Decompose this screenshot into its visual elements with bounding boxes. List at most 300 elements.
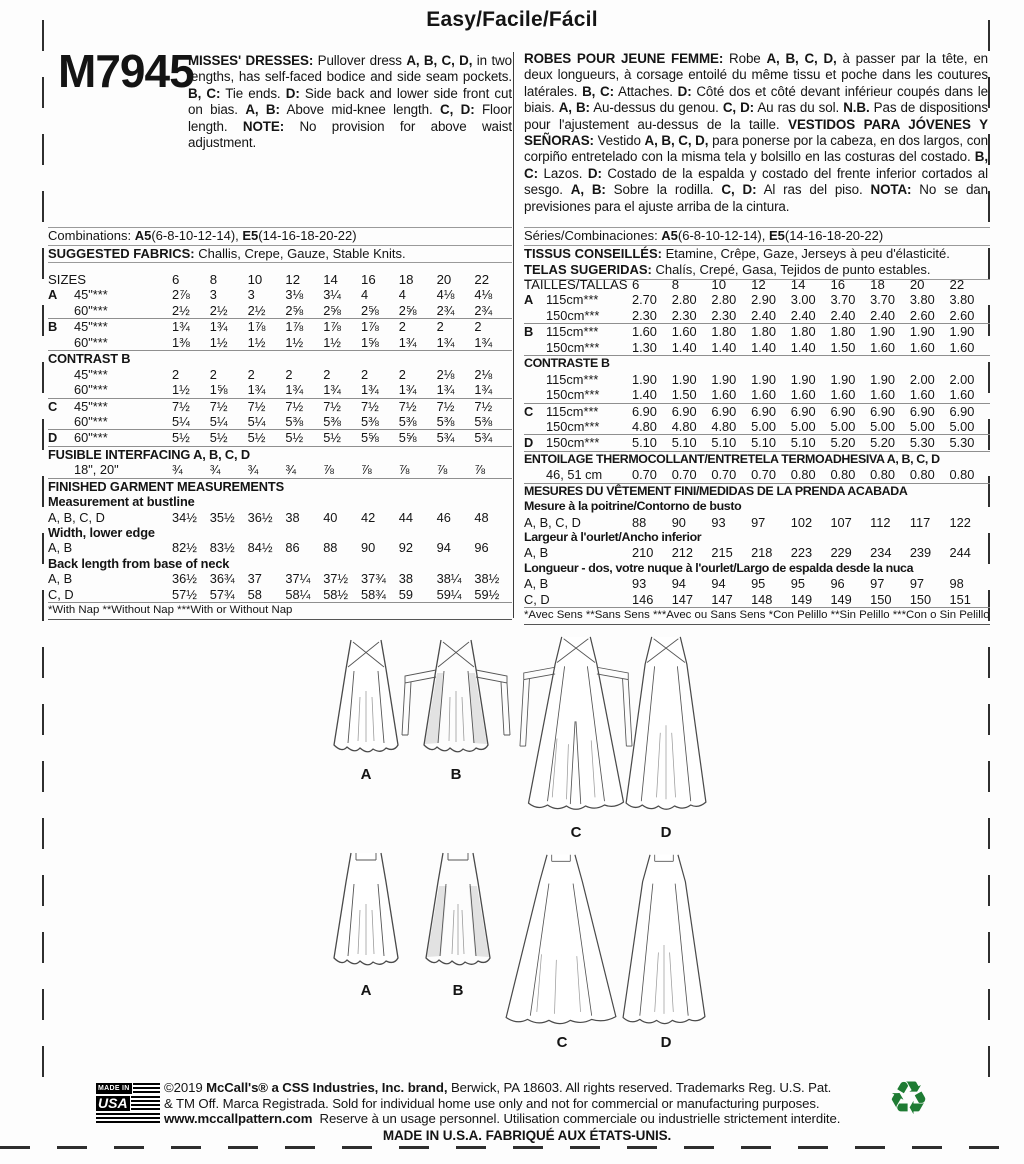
table-cell: B: [524, 324, 534, 340]
table-cell: CONTRASTE B: [524, 356, 610, 371]
table-cell: 7½: [398, 398, 417, 414]
table-cell: FINISHED GARMENT MEASUREMENTS: [48, 478, 284, 494]
table-cell: 46, 51 cm: [546, 467, 603, 483]
registration-mark: [42, 362, 44, 393]
table-cell: 2½: [209, 302, 228, 318]
table-cell: 4.80: [711, 418, 737, 434]
table-cell: 93: [632, 576, 647, 592]
description-french: ROBES POUR JEUNE FEMME: Robe A, B, C, D, à passer par la tête, en deux longueurs, à corsage entoilé du même tissu et poche dans les coutures latérales. B, C: Attaches. D: Côté dos et côté devant inférieur coupés dans le biais. A, B: Au-dessus du genou. C, D: Au ras du sol. N.B. Pas de dispositions pour l'ajustement au-dessus de la taille.: [524, 51, 989, 132]
table-cell: 1⅞: [285, 319, 304, 335]
table-cell: 4⅛: [474, 287, 493, 303]
table-cell: 5.00: [870, 418, 896, 434]
table-cell: 150cm***: [546, 307, 600, 323]
table-cell: 3¼: [323, 287, 341, 303]
table-cell: 6.90: [671, 403, 697, 419]
table-cell: C: [48, 398, 58, 414]
table-cell: A, B: [48, 571, 73, 587]
table-cell: FUSIBLE INTERFACING A, B, C, D: [48, 446, 250, 462]
table-cell: 8: [671, 277, 680, 292]
table-cell: ⅞: [360, 462, 372, 478]
table-cell: 5.00: [909, 418, 935, 434]
table-cell: 93: [711, 514, 726, 530]
table-cell: 58¾: [360, 586, 386, 602]
made-in-usa-logo: [96, 1083, 160, 1129]
table-cell: 36½: [247, 509, 273, 525]
table-cell: 5.10: [632, 435, 657, 451]
table-cell: 45"***: [74, 319, 108, 335]
table-cell: SIZES: [48, 272, 87, 287]
table-cell: 0.70: [711, 467, 737, 483]
table-cell: 20: [436, 272, 452, 287]
table-cell: 0.80: [790, 467, 816, 483]
table-cell: 2¾: [474, 302, 493, 318]
table-cell: 5.00: [949, 418, 975, 434]
table-cell: 1.60: [870, 387, 896, 403]
table-row: [48, 272, 512, 287]
table-cell: 5.00: [790, 418, 816, 434]
table-cell: 5¼: [247, 413, 266, 429]
table-cell: 1½: [247, 334, 266, 350]
table-cell: 107: [830, 514, 852, 530]
usa-logo-bottom-text: USA: [98, 1095, 128, 1111]
table-cell: 1⅞: [247, 319, 266, 335]
table-cell: 60"***: [74, 382, 108, 398]
table-cell: 37¾: [360, 571, 386, 587]
table-cell: 83½: [209, 540, 235, 556]
table-cell: MESURES DU VÊTEMENT FINI/MEDIDAS DE LA PRENDA ACABADA: [524, 483, 908, 498]
table-cell: 150: [870, 591, 892, 607]
registration-mark: [988, 647, 990, 678]
table-cell: 1.60: [751, 387, 776, 403]
dress-b-front-illustration: [420, 850, 496, 980]
table-cell: ¾: [247, 462, 259, 478]
registration-mark: [988, 818, 990, 849]
table-cell: 1.90: [790, 371, 816, 387]
table-cell: 1.60: [909, 387, 935, 403]
table-cell: 2.40: [830, 307, 856, 323]
table-cell: D: [524, 435, 534, 451]
table-cell: 2: [172, 366, 180, 382]
registration-mark: [42, 248, 44, 279]
table-row: [48, 318, 512, 334]
table-row: [524, 467, 990, 482]
table-cell: ¾: [285, 462, 297, 478]
table-cell: 2⅝: [360, 302, 379, 318]
view-label-d-back: D: [660, 824, 672, 841]
table-cell: 229: [830, 545, 852, 561]
copyright-line-1: ©2019 McCall's® a CSS Industries, Inc. brand, Berwick, PA 18603. All rights reserved. Trademarks Reg. U.S. Pat.: [164, 1080, 832, 1095]
table-cell: 2: [474, 319, 482, 335]
table-cell: 3.80: [909, 292, 935, 308]
table-cell: 115cm***: [546, 324, 599, 340]
table-cell: 22: [474, 272, 490, 287]
table-cell: 1¾: [474, 334, 493, 350]
table-cell: 115cm***: [546, 403, 599, 419]
table-cell: 0.80: [949, 467, 975, 483]
table-cell: 7½: [285, 398, 304, 414]
table-cell: 2: [323, 366, 331, 382]
table-cell: 82½: [172, 540, 197, 556]
table-cell: 7½: [172, 398, 190, 414]
table-cell: 45"***: [74, 366, 108, 382]
usa-logo-stripes: [131, 1096, 160, 1111]
table-cell: 14: [323, 272, 338, 287]
table-cell: ⅞: [398, 462, 410, 478]
table-cell: 1.60: [830, 387, 856, 403]
table-row: [524, 434, 990, 450]
table-section-header: [48, 350, 512, 366]
table-cell: 1.80: [790, 324, 816, 340]
table-cell: 1.40: [711, 339, 737, 355]
table-row: [524, 515, 990, 530]
table-cell: A, B: [524, 545, 549, 561]
table-cell: 1⅝: [360, 334, 379, 350]
table-cell: 1.60: [870, 339, 896, 355]
table-row: [524, 592, 990, 607]
table-cell: 150: [909, 591, 932, 607]
table-cell: 8: [209, 272, 218, 287]
table-cell: 2.90: [751, 292, 776, 308]
copyright-line-2: & TM Off. Marca Registrada. Sold for individual home use only and not for commercial or manufacturing purposes.: [164, 1095, 820, 1111]
table-cell: 6.90: [909, 403, 935, 419]
table-cell: 4: [398, 287, 406, 303]
table-cell: 60"***: [74, 302, 108, 318]
registration-mark: [42, 533, 44, 564]
table-cell: 5¼: [172, 413, 190, 429]
table-cell: 2: [247, 366, 255, 382]
table-cell: 5½: [209, 430, 228, 446]
table-cell: 1.90: [870, 324, 896, 340]
table-cell: 7½: [436, 398, 455, 414]
table-cell: 0.70: [632, 467, 657, 483]
table-row: [524, 372, 990, 387]
table-cell: 5⅜: [398, 413, 417, 429]
registration-mark: [42, 476, 44, 507]
table-cell: 3⅛: [285, 287, 304, 303]
table-cell: 58¼: [285, 586, 311, 602]
dress-a-front-illustration: [328, 850, 404, 980]
table-cell: ¾: [172, 462, 183, 478]
table-cell: 20: [909, 277, 925, 292]
table-cell: 5.10: [790, 435, 816, 451]
registration-mark: [42, 134, 44, 165]
table-cell: 4: [360, 287, 369, 303]
table-cell: 7½: [209, 398, 228, 414]
table-cell: 239: [909, 545, 932, 561]
table-row: [524, 387, 990, 402]
description-foreign: [524, 51, 988, 215]
table-cell: 4.80: [671, 418, 697, 434]
table-cell: 45"***: [74, 287, 108, 303]
table-cell: 2.60: [949, 307, 975, 323]
yardage-table-metric: [524, 277, 990, 625]
registration-mark: [988, 875, 990, 906]
table-row: [48, 398, 512, 414]
table-cell: 5⅝: [398, 430, 417, 446]
table-cell: A, B: [524, 576, 549, 592]
table-row: [48, 540, 512, 555]
table-cell: Measurement at bustline: [48, 494, 195, 510]
usa-logo-top-text: MADE IN: [98, 1085, 130, 1092]
dress-c-front-illustration: [496, 852, 626, 1038]
table-cell: 223: [790, 545, 813, 561]
table-cell: 147: [671, 591, 694, 607]
table-cell: 16: [360, 272, 376, 287]
table-cell: 14: [790, 277, 806, 292]
table-cell: 5.20: [830, 435, 856, 451]
table-section-header: [48, 556, 512, 571]
view-label-b-back: B: [450, 766, 462, 783]
table-cell: 2⅛: [474, 366, 493, 382]
table-row: [48, 510, 512, 525]
table-cell: 102: [790, 514, 813, 530]
table-cell: 96: [830, 576, 845, 592]
table-row: [524, 292, 990, 307]
registration-mark: [988, 1046, 990, 1077]
suggested-fabrics-line: SUGGESTED FABRICS: Challis, Crepe, Gauze, Stable Knits.: [48, 246, 512, 264]
table-cell: 46: [436, 509, 451, 525]
table-section-header: [48, 446, 512, 462]
table-cell: 115cm***: [546, 371, 599, 387]
table-cell: 1¾: [323, 382, 341, 398]
table-cell: 92: [398, 540, 414, 556]
table-cell: 1¾: [247, 382, 266, 398]
view-label-d-front: D: [660, 1034, 672, 1051]
table-cell: 1.60: [671, 324, 697, 340]
table-cell: 5½: [323, 430, 341, 446]
table-cell: 2.00: [909, 371, 935, 387]
table-cell: D: [48, 430, 58, 446]
table-cell: 5¾: [436, 430, 455, 446]
table-section-header: [524, 499, 990, 514]
table-cell: 1.40: [751, 339, 776, 355]
table-cell: 42: [360, 509, 376, 525]
table-cell: 1.60: [711, 387, 737, 403]
table-cell: 5⅜: [323, 413, 341, 429]
table-cell: 5⅜: [474, 413, 493, 429]
table-section-header: [524, 355, 990, 371]
table-cell: 37½: [323, 571, 349, 587]
table-row: [48, 335, 512, 350]
table-cell: 2: [436, 319, 444, 335]
table-cell: 1.60: [790, 387, 816, 403]
table-section-header: [524, 483, 990, 499]
table-row: [524, 308, 990, 323]
table-cell: 151: [949, 591, 971, 607]
table-cell: 60"***: [74, 413, 108, 429]
table-cell: 1.40: [790, 339, 816, 355]
registration-mark: [42, 647, 44, 678]
table-cell: 215: [711, 545, 733, 561]
table-cell: 58½: [323, 586, 349, 602]
table-cell: 5.10: [751, 435, 776, 451]
table-cell: 1.60: [949, 339, 975, 355]
table-cell: C: [524, 403, 534, 419]
table-cell: 6.90: [870, 403, 896, 419]
table-cell: 5½: [247, 430, 266, 446]
table-cell: 6: [172, 272, 180, 287]
table-cell: 3.70: [870, 292, 896, 308]
description-spanish: VESTIDOS PARA JÓVENES Y SEÑORAS: Vestido A, B, C, D, para ponerse por la cabeza, en dos largos, con corpiño entretelado con la misma tela y bolsillo en las costuras del costado. B, C: Lazos. D: Costado de la espalda y costado del frente inferior cortados al sesgo. A, B: Sobre la rodilla. C, D: Al ras del piso. NOTA: No se dan previsiones para el ajuste arriba de la cintura.: [524, 116, 988, 214]
pattern-number: M7945: [58, 45, 194, 97]
made-in-usa-line: MADE IN U.S.A. FABRIQUÉ AUX ÉTATS-UNIS.: [382, 1127, 672, 1143]
table-row: [48, 303, 512, 318]
table-section-header: [48, 525, 512, 540]
registration-mark: [988, 932, 990, 963]
table-cell: 7½: [247, 398, 266, 414]
table-cell: A, B, C, D: [48, 509, 105, 525]
table-cell: 1.90: [870, 371, 896, 387]
table-cell: ⅞: [323, 462, 334, 478]
table-cell: 36½: [172, 571, 197, 587]
table-cell: 1½: [209, 334, 228, 350]
table-cell: A: [48, 287, 58, 303]
recycle-icon: ♻: [888, 1071, 930, 1125]
table-cell: 3.80: [949, 292, 975, 308]
table-cell: 60"***: [74, 430, 108, 446]
table-cell: 1.40: [632, 387, 657, 403]
table-cell: A, B: [48, 540, 73, 556]
dress-a-back-illustration: [328, 636, 404, 768]
table-row: [48, 571, 512, 586]
registration-mark: [42, 77, 44, 108]
table-cell: 98: [949, 576, 964, 592]
table-section-header: [524, 530, 990, 545]
table-cell: 1.90: [632, 371, 657, 387]
table-cell: 5½: [285, 430, 304, 446]
table-cell: 2⅝: [398, 302, 417, 318]
view-label-b-front: B: [452, 982, 464, 999]
table-cell: 1¾: [285, 382, 304, 398]
table-cell: 146: [632, 591, 654, 607]
table-cell: 2.80: [711, 292, 737, 308]
table-row: [524, 340, 990, 355]
view-label-a-back: A: [360, 766, 372, 783]
table-cell: 1.50: [830, 339, 856, 355]
table-cell: 48: [474, 509, 489, 525]
usa-logo-stripes: [96, 1113, 160, 1123]
table-cell: 234: [870, 545, 892, 561]
table-cell: 95: [790, 576, 805, 592]
table-cell: 1⅞: [323, 319, 341, 335]
table-cell: A: [524, 292, 534, 308]
table-cell: 94: [436, 540, 451, 556]
table-cell: 150cm***: [546, 387, 600, 403]
table-cell: 218: [751, 545, 773, 561]
table-cell: 1¾: [209, 319, 228, 335]
table-cell: 210: [632, 545, 654, 561]
yardage-table-imperial: [48, 272, 512, 620]
table-row: [48, 429, 512, 445]
combinations-block: [48, 227, 512, 263]
table-cell: 2: [360, 366, 369, 382]
table-row: [48, 287, 512, 302]
table-cell: 6.90: [751, 403, 776, 419]
table-cell: 0.80: [870, 467, 896, 483]
registration-mark: [42, 704, 44, 735]
table-cell: Largeur à l'ourlet/Ancho inferior: [524, 530, 702, 544]
table-cell: 2.40: [751, 307, 776, 323]
copyright-line-3: www.mccallpattern.com Reserve à un usage personnel. Utilisation commerciale ou industrielle strictement interdite.: [164, 1111, 841, 1127]
table-cell: 94: [671, 576, 686, 592]
table-cell: 2⅛: [436, 366, 455, 382]
table-cell: ⅞: [436, 462, 448, 478]
table-row: [524, 403, 990, 419]
registration-mark: [988, 704, 990, 735]
table-section-header: [48, 494, 512, 509]
table-cell: 5⅝: [360, 430, 379, 446]
table-row: [524, 277, 990, 292]
table-cell: 2: [285, 366, 293, 382]
table-cell: 95: [751, 576, 766, 592]
copyright-block: [164, 1080, 890, 1143]
table-cell: C, D: [524, 591, 550, 607]
table-cell: 38¼: [436, 571, 462, 587]
table-cell: 7½: [360, 398, 379, 414]
table-cell: 97: [870, 576, 885, 592]
combinations-line: Combinations: A5(6-8-10-12-14), E5(14-16-18-20-22): [48, 228, 512, 246]
table-cell: 10: [711, 277, 727, 292]
registration-mark: [42, 989, 44, 1020]
table-cell: ¾: [209, 462, 221, 478]
table-cell: 58: [247, 586, 262, 602]
table-cell: 1.60: [632, 324, 657, 340]
table-cell: 122: [949, 514, 971, 530]
table-cell: 59: [398, 586, 414, 602]
telas-line: TELAS SUGERIDAS: Chalís, Crepé, Gasa, Tejidos de punto estables.: [524, 262, 990, 280]
table-cell: TAILLES/TALLAS: [524, 277, 628, 292]
table-cell: 2.00: [949, 371, 975, 387]
table-cell: 5.00: [751, 418, 776, 434]
table-cell: 18", 20": [74, 462, 119, 478]
table-row: [524, 323, 990, 339]
table-cell: 1.90: [909, 324, 935, 340]
series-block: [524, 227, 990, 280]
table-cell: 150cm***: [546, 418, 600, 434]
registration-mark: [42, 932, 44, 963]
table-cell: 2⅞: [172, 287, 190, 303]
table-cell: 117: [909, 514, 931, 530]
table-cell: 34½: [172, 509, 197, 525]
table-row: [48, 414, 512, 429]
table-cell: 1½: [323, 334, 341, 350]
table-cell: 1¾: [474, 382, 493, 398]
table-cell: 7½: [474, 398, 493, 414]
table-cell: 3: [247, 287, 255, 303]
table-cell: 1.90: [751, 371, 776, 387]
table-cell: 150cm***: [546, 339, 600, 355]
view-label-a-front: A: [360, 982, 372, 999]
view-label-c-front: C: [556, 1034, 568, 1051]
table-cell: 147: [711, 591, 733, 607]
table-cell: 1¾: [398, 334, 417, 350]
table-cell: 5.00: [830, 418, 856, 434]
table-cell: 86: [285, 540, 300, 556]
table-cell: 2.80: [671, 292, 697, 308]
table-row: [48, 367, 512, 382]
table-cell: 1⅝: [209, 382, 228, 398]
table-cell: 6.90: [790, 403, 816, 419]
table-cell: 6.90: [949, 403, 975, 419]
table-cell: 2.30: [671, 307, 697, 323]
table-cell: 10: [247, 272, 263, 287]
table-cell: 88: [632, 514, 647, 530]
table-cell: 38: [398, 571, 414, 587]
table-cell: 2.30: [632, 307, 657, 323]
table-cell: 5.10: [711, 435, 737, 451]
table-cell: 2½: [247, 302, 266, 318]
table-cell: 2½: [172, 302, 190, 318]
